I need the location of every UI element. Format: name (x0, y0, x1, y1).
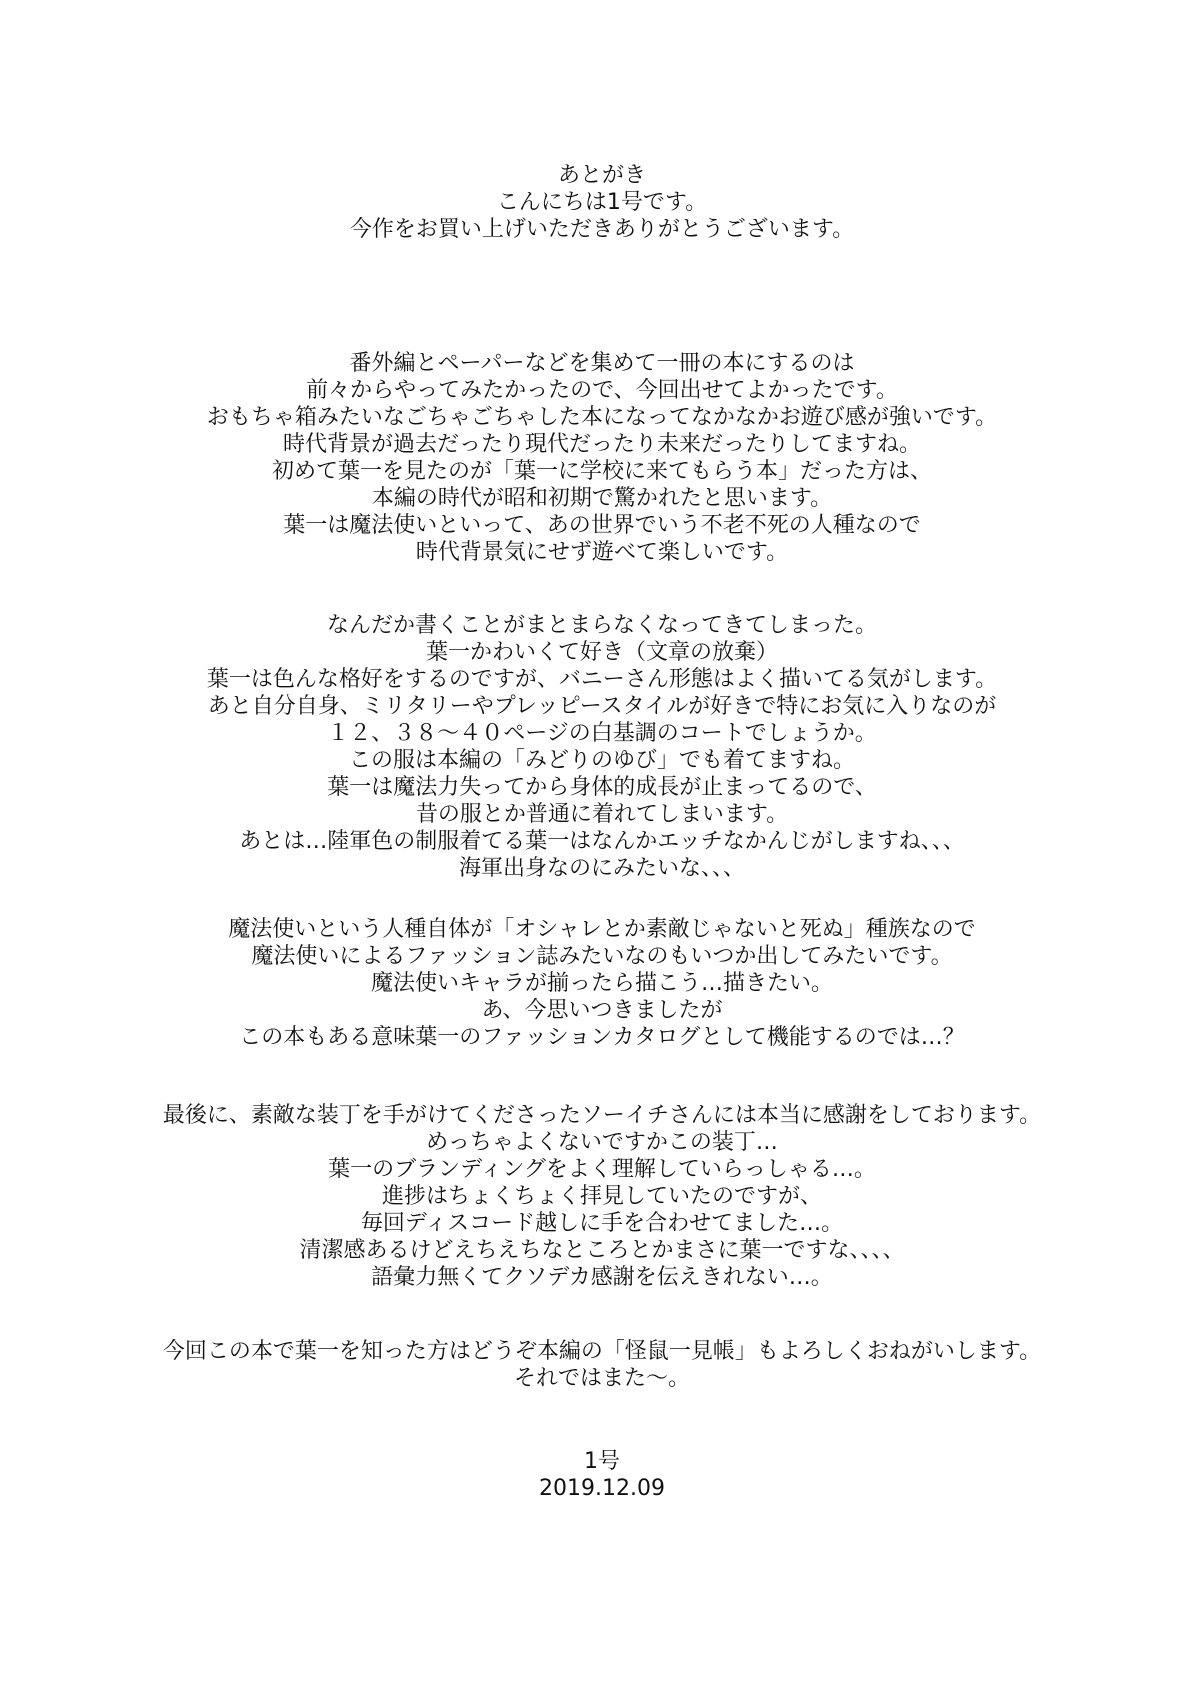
text-line: 番外編とペーパーなどを集めて一冊の本にするのは (349, 351, 855, 376)
text-line: 葉一は色んな格好をするのですが、バニーさん形態はよく描いてる気がします。 (206, 667, 998, 692)
text-line: 時代背景が過去だったり現代だったり未来だったりしてますね。 (282, 432, 921, 457)
thanks-line: 今作をお買い上げいただきありがとうございます。 (349, 217, 855, 242)
text-line: 本編の時代が昭和初期で驚かれたと思います。 (371, 486, 833, 511)
text-line: 魔法使いによるファッション誌みたいなのもいつか出してみたいです。 (251, 944, 953, 969)
paragraph-thanks (0, 1102, 1204, 1291)
text-line: 海軍出身なのにみたいな、、、 (458, 856, 745, 881)
text-line: あとは…陸軍色の制服着てる葉一はなんかエッチなかんじがしますね、、、 (239, 829, 965, 854)
paragraph-fashion (0, 612, 1204, 882)
text-line: あ、今思いつきましたが (481, 998, 723, 1023)
text-line: おもちゃ箱みたいなごちゃごちゃした本になってなかなかお遊び感が強いです。 (206, 405, 998, 430)
text-line: 葉一のブランディングをよく理解していらっしゃる…。 (328, 1157, 876, 1182)
text-line: なんだか書くことがまとまらなくなってきてしまった。 (326, 613, 877, 638)
text-line: 時代背景気にせず遊べて楽しいです。 (415, 540, 789, 565)
afterword-intro (0, 162, 1204, 243)
text-line: めっちゃよくないですかこの装丁… (426, 1130, 778, 1155)
text-line: 昔の服とか普通に着れてしまいます。 (415, 802, 789, 827)
text-line: 魔法使いという人種自体が「オシャレとか素敵じゃないと死ぬ」種族なので (228, 917, 976, 942)
author-name: 1号 (584, 1449, 620, 1474)
text-line: この本もある意味葉一のファッションカタログとして機能するのでは…？ (239, 1025, 965, 1050)
paragraph-collection (0, 350, 1204, 566)
text-line: １２、３８～４０ページの白基調のコートでしょうか。 (327, 721, 877, 746)
paragraph-closing (0, 1338, 1204, 1392)
text-line: 語彙力無くてクソデカ感謝を伝えきれない…。 (371, 1265, 833, 1290)
greeting-line: こんにちは1号です。 (496, 190, 708, 215)
afterword-title: あとがき (557, 163, 646, 188)
text-line: 進捗はちょくちょく拝見していたのですが、 (381, 1184, 822, 1209)
text-line: 魔法使いキャラが揃ったら描こう…描きたい。 (370, 971, 833, 996)
text-line: 葉一は魔法力失ってから身体的成長が止まってるので、 (327, 775, 877, 800)
text-line: 最後に、素敵な装丁を手がけてくださったソーイチさんには本当に感謝をしております。 (162, 1103, 1042, 1128)
text-line: あと自分自身、ミリタリーやプレッピースタイルが好きで特にお気に入りなのが (207, 694, 997, 719)
text-line: この服は本編の「みどりのゆび」でも着てますね。 (348, 748, 855, 773)
text-line: 初めて葉一を見たのが「葉一に学校に来てもらう本」だった方は、 (271, 459, 932, 484)
text-line: 前々からやってみたかったので、今回出せてよかったです。 (306, 378, 898, 403)
paragraph-wizards (0, 916, 1204, 1051)
text-line: 清潔感あるけどえちえちなところとかまさに葉一ですな、、、、 (299, 1238, 905, 1263)
text-line: 今回この本で葉一を知った方はどうぞ本編の「怪鼠一見帳」もよろしくおねがいします。 (162, 1339, 1042, 1364)
date: 2019.12.09 (539, 1476, 665, 1501)
text-line: 毎回ディスコード越しに手を合わせてました…。 (360, 1211, 844, 1236)
text-line: 葉一は魔法使いといって、あの世界でいう不老不死の人種なので (283, 513, 921, 538)
text-line: それではまた～。 (513, 1366, 690, 1391)
text-line: 葉一かわいくて好き（文章の放棄） (425, 640, 778, 665)
signature (0, 1448, 1204, 1502)
